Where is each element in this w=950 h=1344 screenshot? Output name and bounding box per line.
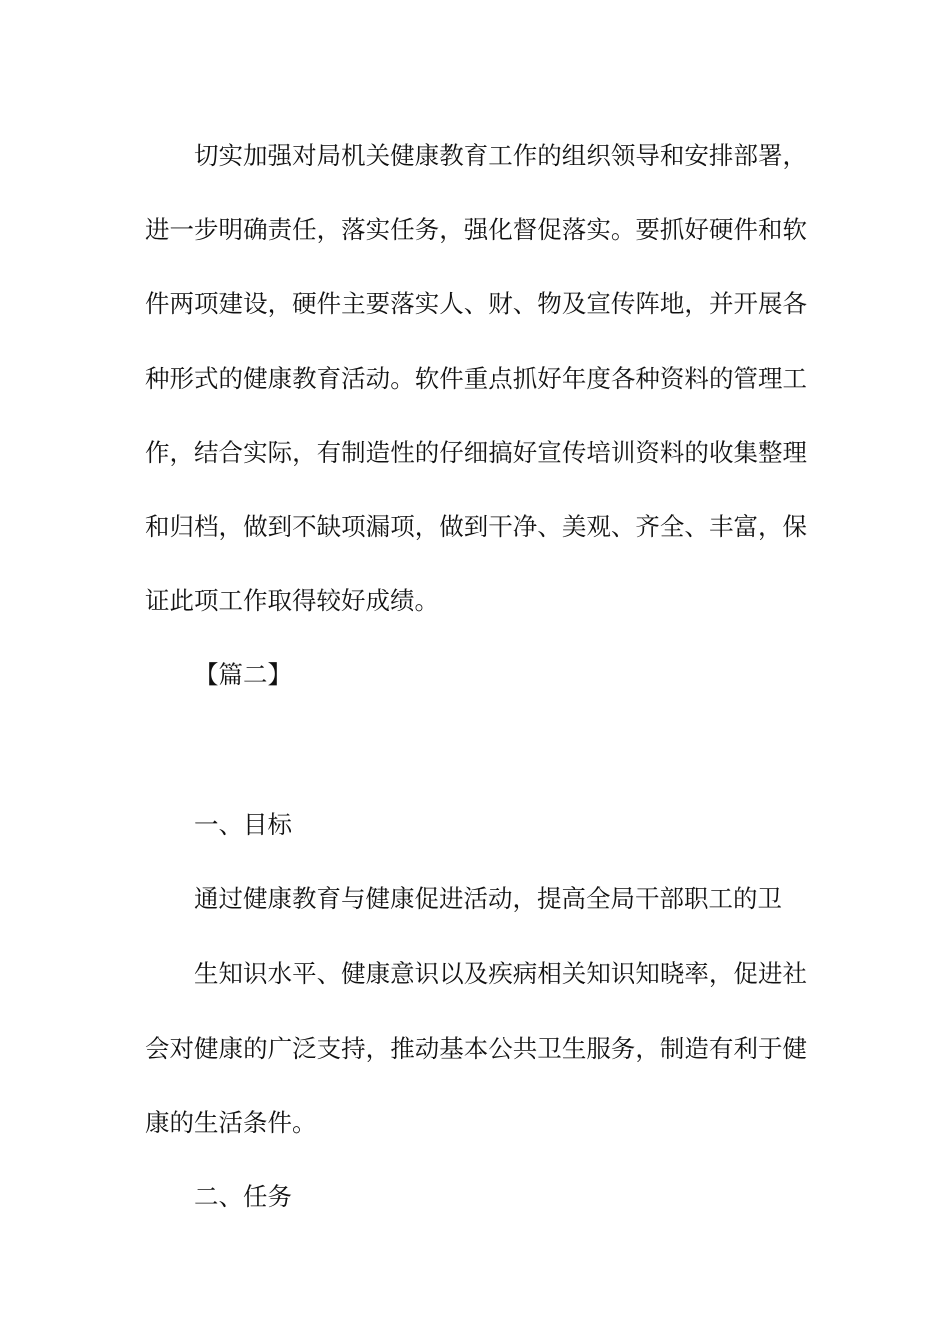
paragraph-2-line-4: 康的生活条件。 (145, 1108, 317, 1137)
paragraph-2-line-3: 会对健康的广泛支持，推动基本公共卫生服务，制造有利于健 (145, 1034, 807, 1063)
heading-goals: 一、目标 (194, 810, 292, 839)
paragraph-1-line-6: 和归档，做到不缺项漏项，做到干净、美观、齐全、丰富，保 (145, 512, 807, 541)
paragraph-1-line-5: 作，结合实际，有制造性的仔细搞好宣传培训资料的收集整理 (145, 438, 807, 467)
paragraph-1-line-1: 切实加强对局机关健康教育工作的组织领导和安排部署， (194, 141, 807, 170)
paragraph-2-line-2: 生知识水平、健康意识以及疾病相关知识知晓率，促进社 (194, 959, 807, 988)
paragraph-1-line-3: 件两项建设，硬件主要落实人、财、物及宣传阵地，并开展各 (145, 289, 807, 318)
section-heading: 【篇二】 (194, 660, 292, 689)
paragraph-1-line-7: 证此项工作取得较好成绩。 (145, 586, 439, 615)
heading-tasks: 二、任务 (194, 1182, 292, 1211)
paragraph-2-line-1: 通过健康教育与健康促进活动，提高全局干部职工的卫 (194, 884, 782, 913)
paragraph-1-line-2: 进一步明确责任，落实任务，强化督促落实。要抓好硬件和软 (145, 215, 807, 244)
paragraph-1-line-4: 种形式的健康教育活动。软件重点抓好年度各种资料的管理工 (145, 364, 807, 393)
